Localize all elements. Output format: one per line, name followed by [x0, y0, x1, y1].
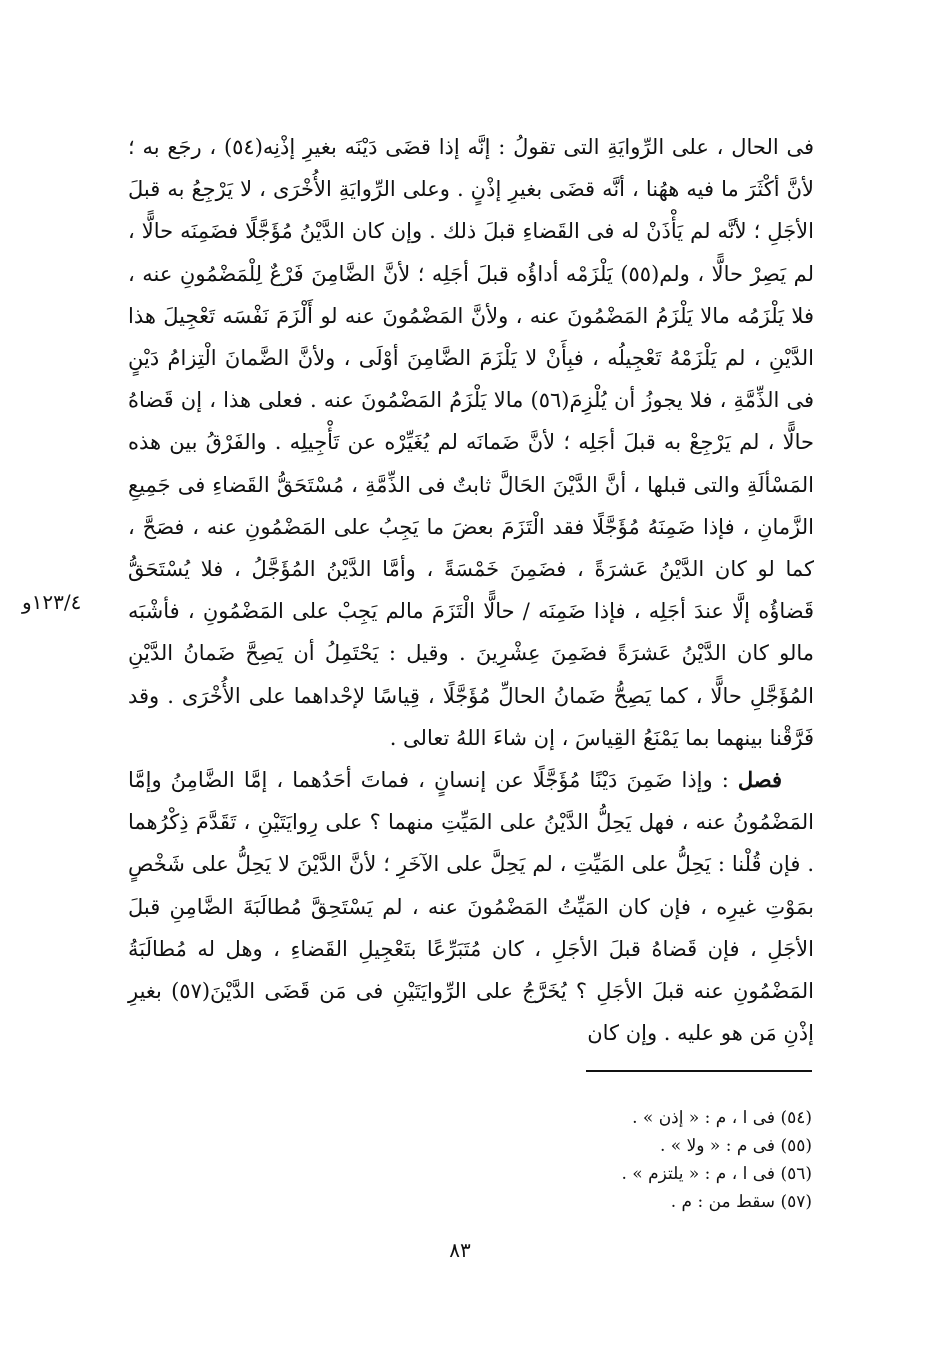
footnote-separator: [586, 1070, 812, 1072]
footnotes: [420, 1104, 812, 1216]
main-text: [128, 126, 814, 1054]
section-heading-fasl: فصل: [737, 767, 782, 793]
paragraph-2: [128, 759, 814, 1054]
footnote-55: (٥٥) فى م : « ولا » .: [659, 1136, 812, 1156]
footnote-56: (٥٦) فى ا ، م : « يلتزم » .: [621, 1164, 812, 1184]
page-number: ٨٣: [449, 1238, 471, 1262]
footnote-54: (٥٤) فى ا ، م : « إذن » .: [632, 1108, 812, 1128]
paragraph-1-text: فى الحال ، على الرِّوايَةِ التى تقولُ : إنَّه إذا قضَى دَيْنَه بغيرِ إذْنِه(٥٤) ، رجَع به ؛ لأنَّ أكْثَرَ ما فيه ههُنا ، أنَّه قضَى بغيرِ إذْنٍ . وعلى الرِّوايَةِ الأُخْرَى ، لا يَرْجِعُ به قبلَ الأجَلِ ؛ لأنَّه لم يَأْذَنْ له فى القَضاءِ قبلَ ذلك . وإن كان الدَّيْنُ مُؤَجَّلًا فضَمِنَه حالًّا ، لم يَصِرْ حالًّا ، ولم(٥٥) يَلْزَمْه أداؤُه قبلَ أجَلِه ؛ لأنَّ الضَّامِنَ فَرْعٌ لِلْمَضْمُونِ عنه ، فلا يَلْزَمُه مالا يَلْزَمُ المَضْمُونَ عنه ، ولأنَّ المَضْمُونَ عنه لو أَلْزَمَ نَفْسَه تَعْجِيلَ هذا الدَّيْنِ ، لم يَلْزَمْهُ تَعْجِيلُه ، فبِأَنْ لا يَلْزَمَ الضَّامِنَ أوْلَى ، ولأنَّ الضَّمانَ الْتِزامُ دَيْنٍ فى الذِّمَّةِ ، فلا يجوزُ أن يُلْزِمَ(٥٦) مالا يَلْزَمُ المَضْمُونَ عنه . فعلى هذا ، إن قَضاهُ حالًّا ، لم يَرْجِعْ به قبلَ أجَلِه ؛ لأنَّ ضَمانَه لم يُغَيِّرْه عن تَأْجِيلِه . والفَرْقُ بين هذه المَسْألَةِ والتى قبلها ، أنَّ الدَّيْنَ الحَالَّ ثابتٌ فى الذِّمَّةِ ، مُسْتَحَقُّ القَضاءِ فى جَمِيعِ الزَّمانِ ، فإذا ضَمِنَهُ مُؤَجَّلًا فقد الْتَزَمَ بعضَ ما يَجِبُ على المَضْمُونِ عنه ، فصَحَّ ، كما لو كان الدَّيْنُ عَشرَةً ، فضَمِنَ خَمْسَةً ، وأمَّا الدَّيْنُ المُؤَجَّلُ ، فلا يُسْتَحَقُّ قَضاؤُه إلَّا عندَ أجَلِه ، فإذا ضَمِنَه / حالًّا الْتَزَمَ مالم يَجِبْ على المَضْمُونِ ، فأشْبَه مالو كان الدَّيْنُ عَشرَةً فضَمِنَ عِشْرِينَ . وقيل : يَحْتَمِلُ أن يَصِحَّ ضَمانُ الدَّيْنِ المُؤَجَّلِ حالًّا ، كما يَصِحُّ ضَمانُ الحالِّ مُؤَجَّلًا ، قِياسًا لإحْداهما على الأُخْرَى . وقد فَرَّقْنا بينهما بما يَمْنَعُ القِياسَ ، إن شاءَ اللهُ تعالى .: [128, 135, 815, 750]
margin-folio-reference: ١٢٣/٤و: [22, 590, 82, 614]
paragraph-2-text: : وإذا ضَمِنَ دَيْنًا مُؤَجَّلًا عن إنسانٍ ، فماتَ أحَدُهما ، إمَّا الضَّامِنُ وإمَّا المَضْمُونُ عنه ، فهل يَحِلُّ الدَّيْنُ على المَيِّتِ منهما ؟ على رِوايَتَيْنِ ، تَقَدَّمَ ذِكْرُهما . فإن قُلْنا : يَحِلُّ على المَيِّتِ ، لم يَحِلَّ على الآخَرِ ؛ لأنَّ الدَّيْنَ لا يَحِلُّ على شَخْصٍ بمَوْتِ غيرِه ، فإن كان المَيِّتُ المَضْمُونَ عنه ، لم يَسْتَحِقَّ مُطالَبَةَ الضَّامِنِ قبلَ الأجَلِ ، فإن قَضاهُ قبلَ الأجَلِ ، كان مُتَبَرِّعًا بتَعْجِيلِ القَضاءِ ، وهل له مُطالَبَةُ المَضْمُونِ عنه قبلَ الأجَلِ ؟ يُخَرَّجُ على الرِّوايَتَيْنِ فى مَن قَضَى الدَّيْنَ(٥٧) بغيرِ إذْنِ مَن هو عليه . وإن كان: [128, 768, 814, 1046]
paragraph-1: [128, 126, 814, 759]
footnote-57: (٥٧) سقط من : م .: [670, 1192, 812, 1212]
